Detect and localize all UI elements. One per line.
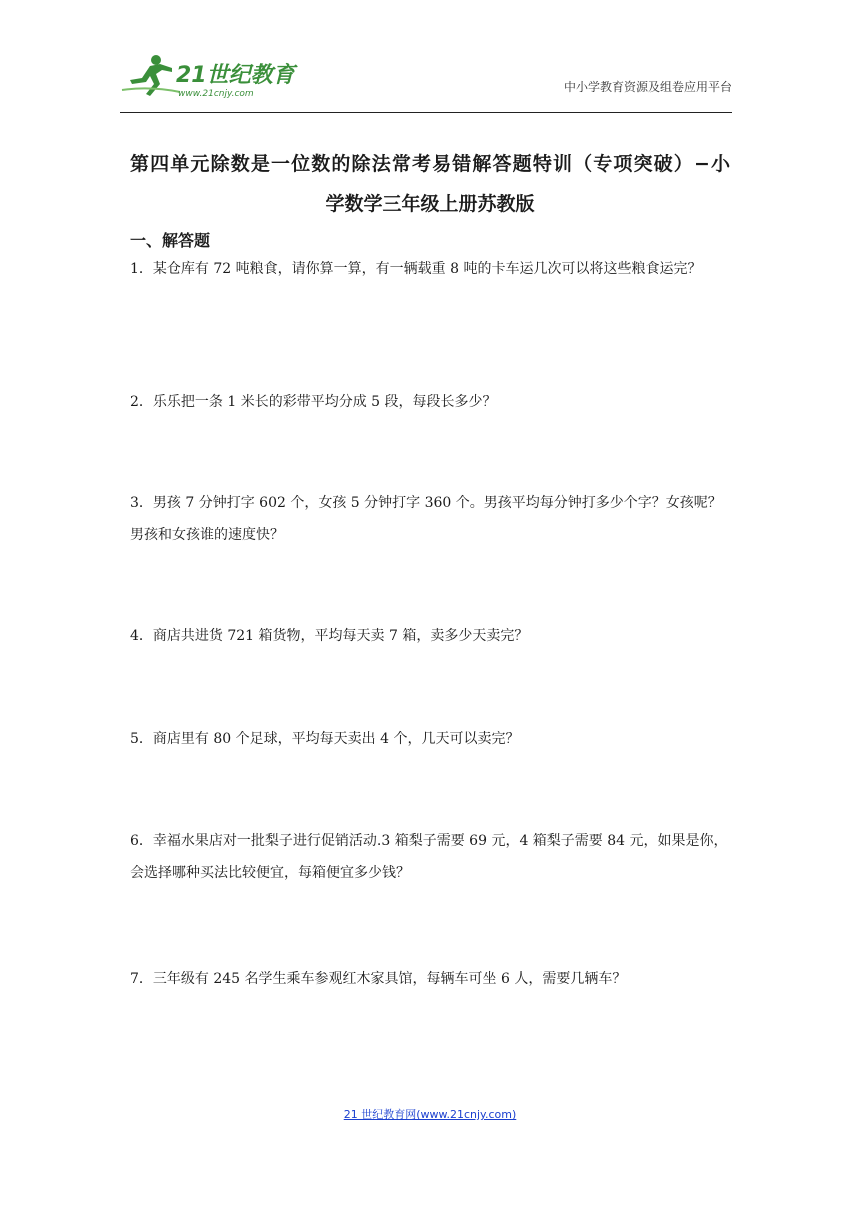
question-2 — [130, 386, 732, 418]
question-4 — [130, 620, 732, 652]
question-text: 乐乐把一条 1 米长的彩带平均分成 5 段，每段长多少？ — [152, 394, 497, 410]
question-text: 商店共进货 721 箱货物，平均每天卖 7 箱，卖多少天卖完？ — [152, 628, 529, 644]
question-7 — [130, 963, 732, 995]
header-divider — [120, 112, 732, 113]
page-footer — [0, 1106, 860, 1122]
question-number: 3． — [130, 495, 153, 511]
question-3 — [130, 487, 732, 551]
page-header — [120, 50, 732, 112]
question-number: 5． — [130, 731, 153, 747]
question-number: 7． — [130, 971, 153, 987]
question-text: 三年级有 245 名学生乘车参观红木家具馆，每辆车可坐 6 人，需要几辆车？ — [152, 971, 627, 987]
question-text: 幸福水果店对一批梨子进行促销活动.3 箱梨子需要 69 元，4 箱梨子需要 84 元，如果是你，会选择哪种买法比较便宜，每箱便宜多少钱？ — [130, 833, 728, 881]
svg-text:21世纪教育: 21世纪教育 — [176, 63, 295, 88]
title-line-1: 第四单元除数是一位数的除法常考易错解答题特训（专项突破）−小 — [130, 153, 730, 175]
question-number: 1． — [130, 261, 153, 277]
question-text: 男孩 7 分钟打字 602 个，女孩 5 分钟打字 360 个。男孩平均每分钟打多少个字？女孩呢？男孩和女孩谁的速度快？ — [130, 495, 722, 543]
logo — [120, 50, 300, 102]
question-number: 2． — [130, 394, 153, 410]
page-title — [130, 144, 730, 224]
question-1 — [130, 253, 732, 285]
question-text: 商店里有 80 个足球，平均每天卖出 4 个，几天可以卖完？ — [152, 731, 520, 747]
runner-logo-icon — [120, 50, 300, 102]
question-6 — [130, 825, 732, 889]
question-text: 某仓库有 72 吨粮食，请你算一算，有一辆载重 8 吨的卡车运几次可以将这些粮食运完？ — [152, 261, 702, 277]
footer-link[interactable]: 21 世纪教育网(www.21cnjy.com) — [343, 1108, 517, 1121]
svg-text:www.21cnjy.com: www.21cnjy.com — [178, 89, 254, 99]
platform-caption: 中小学教育资源及组卷应用平台 — [563, 80, 732, 94]
title-line-2: 学数学三年级上册苏教版 — [325, 193, 535, 215]
question-number: 4． — [130, 628, 153, 644]
section-heading: 一、解答题 — [130, 231, 211, 250]
question-5 — [130, 723, 732, 755]
question-number: 6． — [130, 833, 153, 849]
